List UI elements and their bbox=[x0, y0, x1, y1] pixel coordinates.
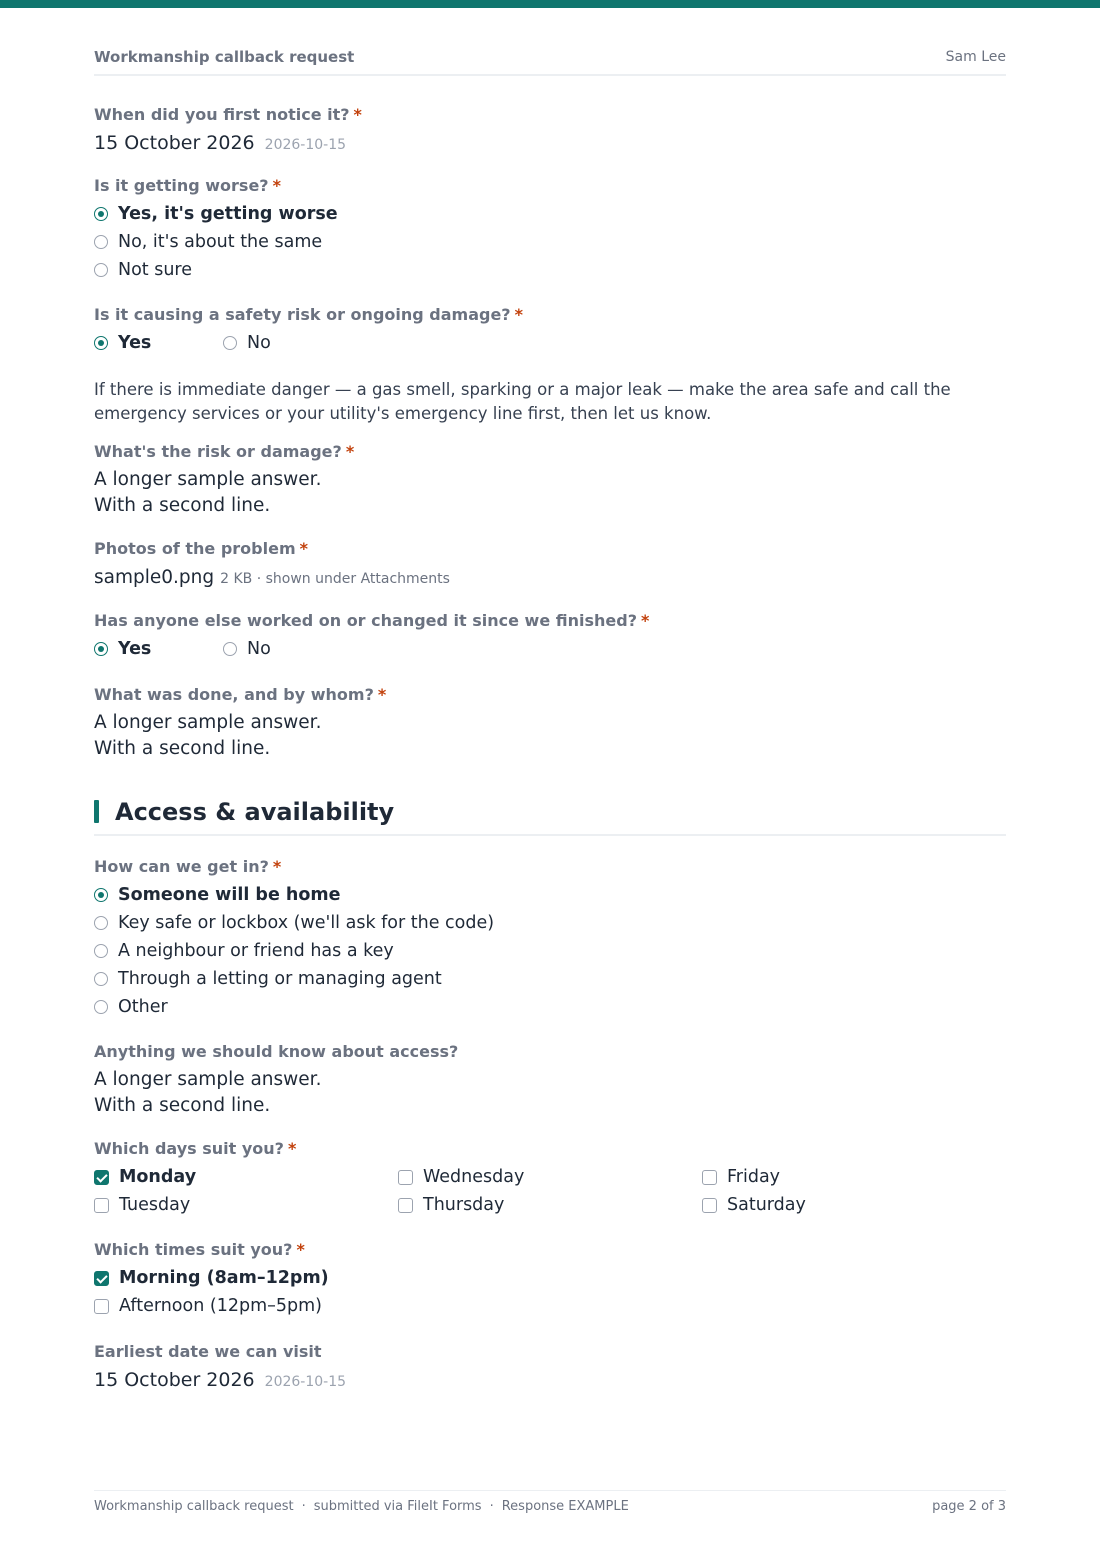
option-label: Saturday bbox=[727, 1195, 806, 1215]
required-marker: * bbox=[272, 857, 282, 876]
date-iso-value: 2026-10-15 bbox=[264, 137, 347, 153]
answer-line: With a second line. bbox=[94, 1095, 271, 1116]
footer-form-name: Workmanship callback request bbox=[94, 1499, 294, 1514]
checkbox-option-morning[interactable] bbox=[94, 1264, 1006, 1292]
checkbox-empty-icon bbox=[94, 1198, 109, 1213]
date-iso-value: 2026-10-15 bbox=[264, 1374, 347, 1390]
required-marker: * bbox=[640, 611, 650, 630]
page-footer bbox=[94, 1490, 1006, 1520]
question-label: Earliest date we can visit bbox=[94, 1342, 322, 1361]
radio-option[interactable] bbox=[94, 200, 1006, 228]
safety-warning-note: If there is immediate danger — a gas smell, sparking or a major leak — make the area safe and call the emergency services or your utility's emergency line first, then let us know. bbox=[94, 380, 951, 423]
section-accent-bar bbox=[94, 800, 99, 823]
radio-group bbox=[94, 200, 1006, 284]
radio-empty-icon bbox=[94, 916, 108, 930]
checkbox-empty-icon bbox=[94, 1299, 109, 1314]
required-marker: * bbox=[353, 105, 362, 124]
radio-group bbox=[94, 635, 1006, 663]
radio-selected-icon bbox=[94, 888, 108, 902]
question-label: How can we get in? bbox=[94, 857, 269, 876]
required-marker: * bbox=[345, 442, 355, 461]
radio-option[interactable] bbox=[94, 993, 1006, 1021]
answer-line: A longer sample answer. bbox=[94, 1069, 322, 1090]
question-photos bbox=[94, 538, 1006, 591]
option-label: Yes, it's getting worse bbox=[118, 204, 338, 224]
option-label: Morning (8am–12pm) bbox=[119, 1268, 329, 1288]
radio-option-no[interactable] bbox=[223, 635, 352, 663]
question-label: Has anyone else worked on or changed it since we finished? bbox=[94, 611, 637, 630]
question-getting-worse bbox=[94, 175, 1006, 284]
question-safety-risk bbox=[94, 304, 1006, 357]
question-label: What's the risk or damage? bbox=[94, 442, 342, 461]
radio-selected-icon bbox=[94, 642, 108, 656]
text-answer bbox=[94, 710, 1006, 762]
radio-empty-icon bbox=[94, 235, 108, 249]
page-header bbox=[94, 48, 1006, 76]
checkbox-option-wednesday[interactable] bbox=[398, 1163, 702, 1191]
date-answer bbox=[94, 1367, 1006, 1393]
option-label: A neighbour or friend has a key bbox=[118, 941, 394, 961]
checkbox-empty-icon bbox=[398, 1170, 413, 1185]
radio-option[interactable] bbox=[94, 909, 1006, 937]
question-risk-damage bbox=[94, 441, 1006, 519]
radio-selected-icon bbox=[94, 336, 108, 350]
text-answer bbox=[94, 467, 1006, 519]
radio-group bbox=[94, 881, 1006, 1021]
radio-empty-icon bbox=[94, 263, 108, 277]
checkbox-option-afternoon[interactable] bbox=[94, 1292, 1006, 1320]
respondent-name: Sam Lee bbox=[945, 49, 1006, 65]
checkbox-empty-icon bbox=[702, 1198, 717, 1213]
page-number: page 2 of 3 bbox=[932, 1499, 1006, 1514]
radio-option[interactable] bbox=[94, 965, 1006, 993]
file-name[interactable]: sample0.png bbox=[94, 567, 215, 588]
required-marker: * bbox=[299, 539, 308, 558]
footer-separator: · bbox=[301, 1499, 306, 1514]
option-label: Thursday bbox=[423, 1195, 505, 1215]
footer-response-id: Response EXAMPLE bbox=[501, 1499, 629, 1514]
question-first-noticed bbox=[94, 104, 1006, 156]
question-label: Which times suit you? bbox=[94, 1240, 293, 1259]
question-label: When did you first notice it? bbox=[94, 105, 350, 124]
option-label: Key safe or lockbox (we'll ask for the code) bbox=[118, 913, 495, 933]
radio-empty-icon bbox=[94, 972, 108, 986]
option-label: No, it's about the same bbox=[118, 232, 323, 252]
file-meta: 2 KB · shown under Attachments bbox=[220, 571, 450, 587]
radio-option[interactable] bbox=[94, 228, 1006, 256]
checkbox-empty-icon bbox=[702, 1170, 717, 1185]
option-label: Yes bbox=[118, 333, 152, 353]
checkbox-checked-icon bbox=[94, 1271, 109, 1286]
required-marker: * bbox=[287, 1139, 297, 1158]
question-days bbox=[94, 1138, 1006, 1219]
question-times bbox=[94, 1239, 1006, 1320]
date-answer bbox=[94, 130, 1006, 156]
answer-line: With a second line. bbox=[94, 495, 271, 516]
option-label: Friday bbox=[727, 1167, 781, 1187]
footer-submitted-via: submitted via FileIt Forms bbox=[313, 1499, 482, 1514]
radio-empty-icon bbox=[94, 944, 108, 958]
checkbox-group bbox=[94, 1163, 1006, 1219]
checkbox-empty-icon bbox=[398, 1198, 413, 1213]
radio-option-yes[interactable] bbox=[94, 329, 223, 357]
checkbox-option-tuesday[interactable] bbox=[94, 1191, 398, 1219]
checkbox-option-monday[interactable] bbox=[94, 1163, 398, 1191]
checkbox-option-saturday[interactable] bbox=[702, 1191, 1006, 1219]
option-label: Tuesday bbox=[119, 1195, 191, 1215]
question-label: Anything we should know about access? bbox=[94, 1042, 459, 1061]
question-earliest-date bbox=[94, 1341, 1006, 1393]
section-heading-access bbox=[94, 796, 1006, 836]
option-label: Yes bbox=[118, 639, 152, 659]
required-marker: * bbox=[272, 176, 281, 195]
question-changed-since bbox=[94, 610, 1006, 663]
form-title: Workmanship callback request bbox=[94, 48, 355, 66]
question-label: Is it getting worse? bbox=[94, 176, 269, 195]
radio-group bbox=[94, 329, 1006, 357]
option-label: Monday bbox=[119, 1167, 197, 1187]
radio-option[interactable] bbox=[94, 256, 1006, 284]
checkbox-checked-icon bbox=[94, 1170, 109, 1185]
option-label: No bbox=[247, 639, 271, 659]
radio-option[interactable] bbox=[94, 881, 1006, 909]
footer-separator: · bbox=[489, 1499, 494, 1514]
question-label: What was done, and by whom? bbox=[94, 685, 374, 704]
radio-option-no[interactable] bbox=[223, 329, 352, 357]
radio-selected-icon bbox=[94, 207, 108, 221]
question-access-notes bbox=[94, 1041, 1006, 1119]
radio-option[interactable] bbox=[94, 937, 1006, 965]
question-how-get-in bbox=[94, 856, 1006, 1021]
required-marker: * bbox=[514, 305, 523, 324]
question-label: Is it causing a safety risk or ongoing damage? bbox=[94, 305, 511, 324]
answer-line: With a second line. bbox=[94, 738, 271, 759]
option-label: Through a letting or managing agent bbox=[118, 969, 442, 989]
option-label: Someone will be home bbox=[118, 885, 341, 905]
radio-empty-icon bbox=[223, 336, 237, 350]
question-label: Photos of the problem bbox=[94, 539, 296, 558]
checkbox-option-thursday[interactable] bbox=[398, 1191, 702, 1219]
option-label: No bbox=[247, 333, 271, 353]
question-what-done bbox=[94, 684, 1006, 762]
option-label: Afternoon (12pm–5pm) bbox=[119, 1296, 322, 1316]
text-answer bbox=[94, 1067, 1006, 1119]
option-label: Wednesday bbox=[423, 1167, 525, 1187]
radio-empty-icon bbox=[94, 1000, 108, 1014]
radio-empty-icon bbox=[223, 642, 237, 656]
option-label: Other bbox=[118, 997, 168, 1017]
file-attachment bbox=[94, 565, 1006, 591]
required-marker: * bbox=[296, 1240, 305, 1259]
checkbox-option-friday[interactable] bbox=[702, 1163, 1006, 1191]
answer-line: A longer sample answer. bbox=[94, 712, 322, 733]
section-title: Access & availability bbox=[115, 798, 395, 826]
date-value: 15 October 2026 bbox=[94, 132, 255, 154]
question-label: Which days suit you? bbox=[94, 1139, 284, 1158]
top-accent-bar bbox=[0, 0, 1100, 8]
radio-option-yes[interactable] bbox=[94, 635, 223, 663]
option-label: Not sure bbox=[118, 260, 193, 280]
checkbox-group bbox=[94, 1264, 1006, 1320]
date-value: 15 October 2026 bbox=[94, 1369, 255, 1391]
answer-line: A longer sample answer. bbox=[94, 469, 322, 490]
required-marker: * bbox=[377, 685, 387, 704]
